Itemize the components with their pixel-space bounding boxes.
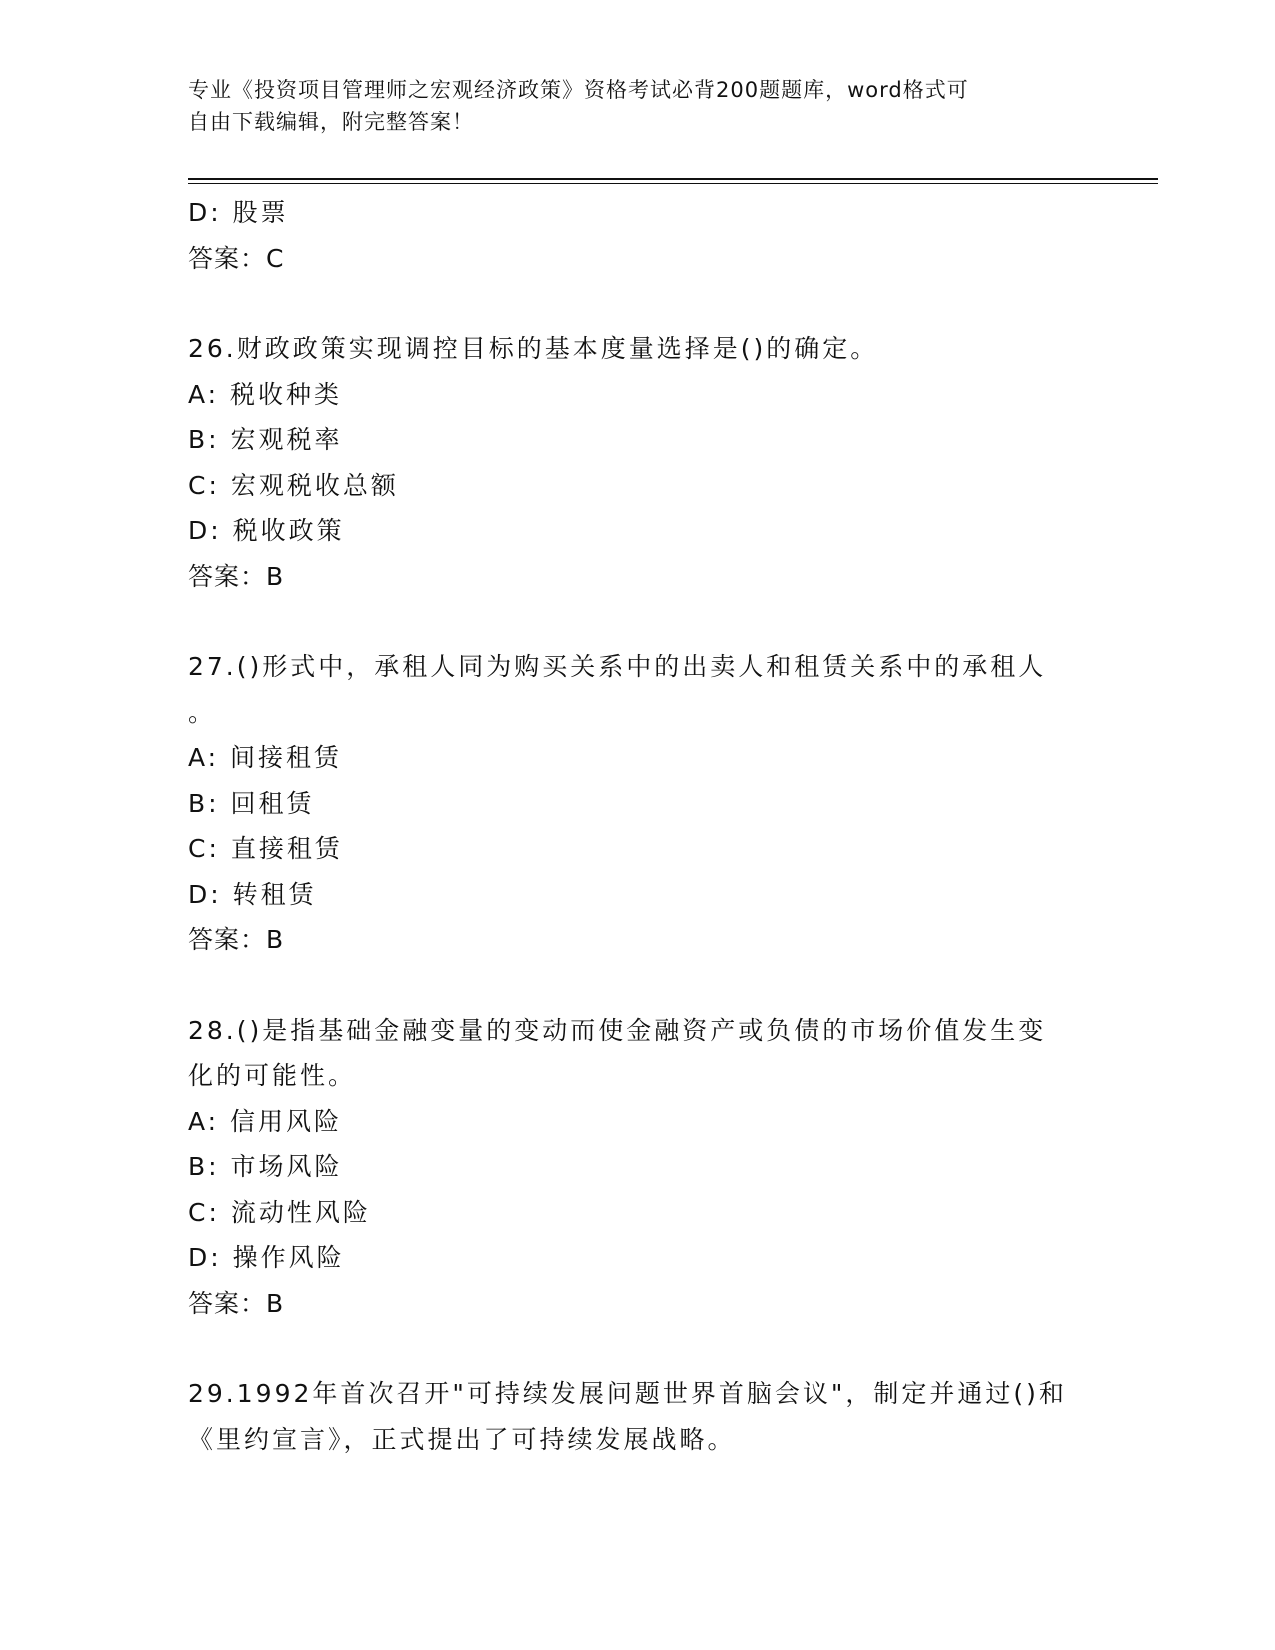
question-28 xyxy=(188,1008,1088,1327)
question-text-line-2: 《里约宣言》，正式提出了可持续发展战略。 xyxy=(188,1424,736,1454)
answer: 答案：C xyxy=(188,243,285,273)
question-text-line-2: 化的可能性。 xyxy=(188,1061,357,1090)
question-text-line-1: 29.1992年首次召开"可持续发展问题世界首脑会议"，制定并通过()和 xyxy=(188,1379,1067,1408)
option-b: B: 市场风险 xyxy=(188,1152,343,1181)
option-d: D: 股票 xyxy=(188,198,289,227)
header-line-1: 专业《投资项目管理师之宏观经济政策》资格考试必背200题题库，word格式可 xyxy=(188,78,969,102)
question-text: 26.财政政策实现调控目标的基本度量选择是()的确定。 xyxy=(188,334,879,363)
option-b: B: 宏观税率 xyxy=(188,425,343,454)
answer: 答案：B xyxy=(188,561,285,591)
option-a: A: 间接租赁 xyxy=(188,743,343,772)
option-d: D: 转租赁 xyxy=(188,879,317,909)
document-header xyxy=(188,74,1068,138)
question-27 xyxy=(188,644,1088,963)
question-list xyxy=(188,190,1088,1462)
option-d: D: 税收政策 xyxy=(188,516,345,545)
option-a: A: 税收种类 xyxy=(188,379,343,409)
question-text-line-1: 28.()是指基础金融变量的变动而使金融资产或负债的市场价值发生变 xyxy=(188,1015,1047,1045)
question-text-line-1: 27.()形式中，承租人同为购买关系中的出卖人和租赁关系中的承租人 xyxy=(188,652,1047,681)
header-line-2: 自由下载编辑，附完整答案！ xyxy=(188,110,474,134)
option-c: C: 宏观税收总额 xyxy=(188,470,399,500)
question-26 xyxy=(188,326,1088,599)
answer: 答案：B xyxy=(188,1288,285,1318)
answer: 答案：B xyxy=(188,925,285,954)
question-text-line-2: 。 xyxy=(188,697,217,727)
option-a: A: 信用风险 xyxy=(188,1106,343,1136)
header-divider xyxy=(188,178,1158,184)
option-b: B: 回租赁 xyxy=(188,788,315,818)
option-d: D: 操作风险 xyxy=(188,1243,345,1272)
option-c: C: 流动性风险 xyxy=(188,1197,371,1227)
question-29 xyxy=(188,1371,1088,1462)
option-c: C: 直接租赁 xyxy=(188,834,343,863)
